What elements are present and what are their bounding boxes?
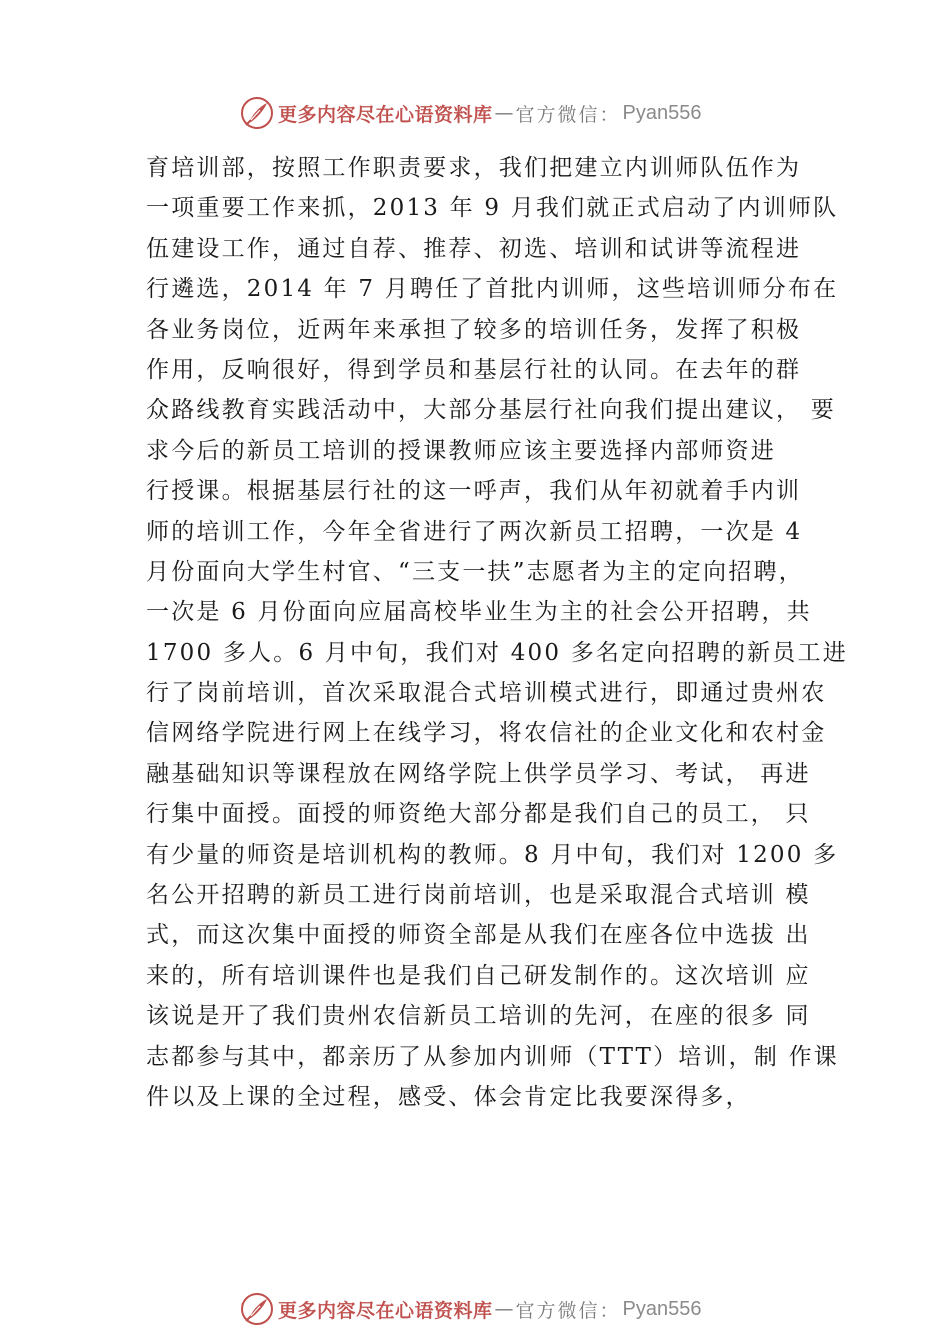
text-line: 一项重要工作来抓，2013 年 9 月我们就正式启动了内训师队 bbox=[146, 195, 839, 222]
text-line: 月份面向大学生村官、“三支一扶”志愿者为主的定向招聘， bbox=[146, 558, 804, 585]
text-line: 行了岗前培训，首次采取混合式培训模式进行，即通过贵州农 bbox=[146, 680, 827, 707]
text-line: 有少量的师资是培训机构的教师。8 月中旬，我们对 1200 多 bbox=[146, 841, 839, 868]
document-body bbox=[146, 148, 848, 1117]
text-line: 名公开招聘的新员工进行岗前培训，也是采取混合式培训 模 bbox=[146, 882, 811, 909]
text-line: 各业务岗位，近两年来承担了较多的培训任务，发挥了积极 bbox=[146, 316, 802, 343]
banner-dash: — bbox=[494, 1298, 514, 1320]
brand-text: 更多内容尽在心语资料库 bbox=[278, 103, 493, 126]
text-line: 来的，所有培训课件也是我们自己研发制作的。这次培训 应 bbox=[146, 962, 811, 989]
banner-dash: — bbox=[494, 102, 514, 124]
quill-pen-logo-icon bbox=[240, 96, 274, 130]
text-line: 信网络学院进行网上在线学习，将农信社的企业文化和农村金 bbox=[146, 720, 827, 747]
brand-text: 更多内容尽在心语资料库 bbox=[278, 1299, 493, 1322]
text-line: 志都参与其中，都亲历了从参加内训师（TTT）培训，制 作课 bbox=[146, 1043, 839, 1070]
text-line: 该说是开了我们贵州农信新员工培训的先河，在座的很多 同 bbox=[146, 1003, 811, 1030]
text-line: 伍建设工作，通过自荐、推荐、初选、培训和试讲等流程进 bbox=[146, 235, 802, 262]
text-line: 式，而这次集中面授的师资全部是从我们在座各位中选拔 出 bbox=[146, 922, 811, 949]
text-line: 件以及上课的全过程，感受、体会肯定比我要深得多， bbox=[146, 1083, 751, 1110]
text-line: 融基础知识等课程放在网络学院上供学员学习、考试， 再进 bbox=[146, 760, 811, 787]
text-line: 育培训部，按照工作职责要求，我们把建立内训师队伍作为 bbox=[146, 155, 802, 181]
text-line: 师的培训工作，今年全省进行了两次新员工招聘，一次是 4 bbox=[146, 518, 803, 545]
wechat-id: Pyan556 bbox=[622, 1297, 702, 1320]
text-line: 作用，反响很好，得到学员和基层行社的认同。在去年的群 bbox=[146, 356, 802, 383]
quill-pen-logo-icon bbox=[240, 1292, 274, 1326]
wechat-label: 官方微信： bbox=[515, 103, 621, 126]
footer-banner bbox=[240, 1289, 702, 1329]
text-line: 行授课。根据基层行社的这一呼声，我们从年初就着手内训 bbox=[146, 478, 802, 505]
header-banner bbox=[240, 93, 702, 133]
text-line: 求今后的新员工培训的授课教师应该主要选择内部师资进 bbox=[146, 437, 776, 464]
wechat-label: 官方微信： bbox=[515, 1299, 621, 1322]
text-line: 行集中面授。面授的师资绝大部分都是我们自己的员工， 只 bbox=[146, 801, 811, 828]
text-line: 众路线教育实践活动中，大部分基层行社向我们提出建议， 要 bbox=[146, 397, 836, 424]
text-line: 行遴选，2014 年 7 月聘任了首批内训师，这些培训师分布在 bbox=[146, 276, 839, 303]
text-line: 1700 多人。6 月中旬，我们对 400 多名定向招聘的新员工进 bbox=[146, 639, 848, 666]
text-line: 一次是 6 月份面向应届高校毕业生为主的社会公开招聘，共 bbox=[146, 599, 812, 626]
wechat-id: Pyan556 bbox=[622, 101, 702, 124]
